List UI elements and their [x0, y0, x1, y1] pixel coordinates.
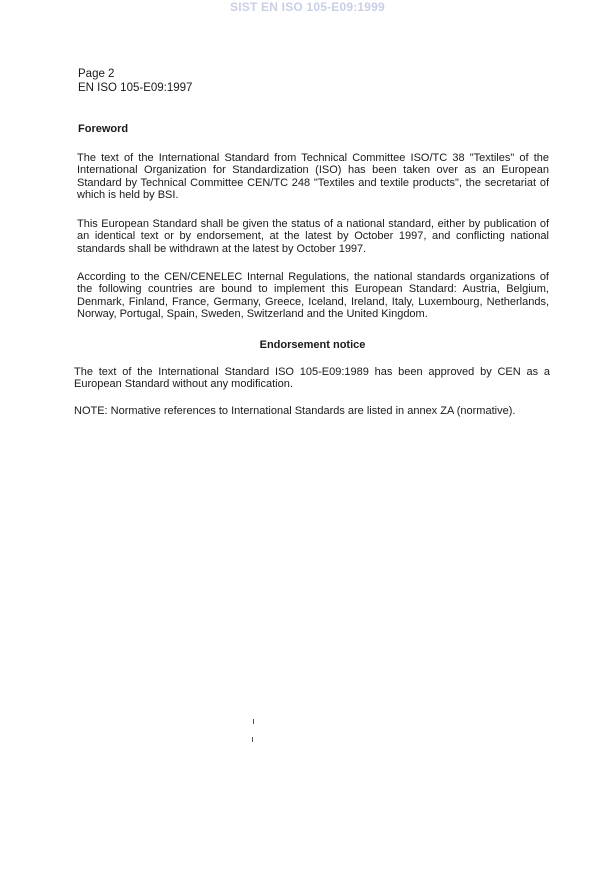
foreword-paragraph-2: This European Standard shall be given the status of a national standard, either by publication of an identical text or by endorsement, at the latest by October 1997, and conflicting national standards shall be withdrawn at the latest by October 1997. [77, 218, 549, 255]
page-header [78, 67, 192, 95]
endorsement-heading: Endorsement notice [259, 339, 366, 351]
scan-mark [252, 737, 253, 742]
foreword-paragraph-1: The text of the International Standard from Technical Committee ISO/TC 38 "Textiles" of the International Organization for Standardization (ISO) has been taken over as an European Standard by Technical Committee CEN/TC 248 "Textiles and textile products", the secretariat of which is held by BSI. [77, 152, 549, 201]
endorsement-paragraph: The text of the International Standard ISO 105-E09:1989 has been approved by CEN as a European Standard without any modification. [74, 366, 550, 391]
page-number: Page 2 [78, 68, 115, 80]
standard-reference: EN ISO 105-E09:1997 [78, 82, 193, 94]
normative-note: NOTE: Normative references to International Standards are listed in annex ZA (normative). [74, 405, 516, 417]
foreword-paragraph-3: According to the CEN/CENELEC Internal Regulations, the national standards organizations of the following countries are bound to implement this European Standard: Austria, Belgium, Denmark, Finland, France, Germany, Greece, Iceland, Ireland, Italy, Luxembourg, Netherlands, Norway, Portugal, Spain, Sweden, Switzerland and the United Kingdom. [77, 271, 549, 320]
scan-mark [253, 719, 254, 724]
foreword-heading: Foreword [78, 123, 129, 135]
watermark: SIST EN ISO 105-E09:1999 [230, 0, 385, 14]
